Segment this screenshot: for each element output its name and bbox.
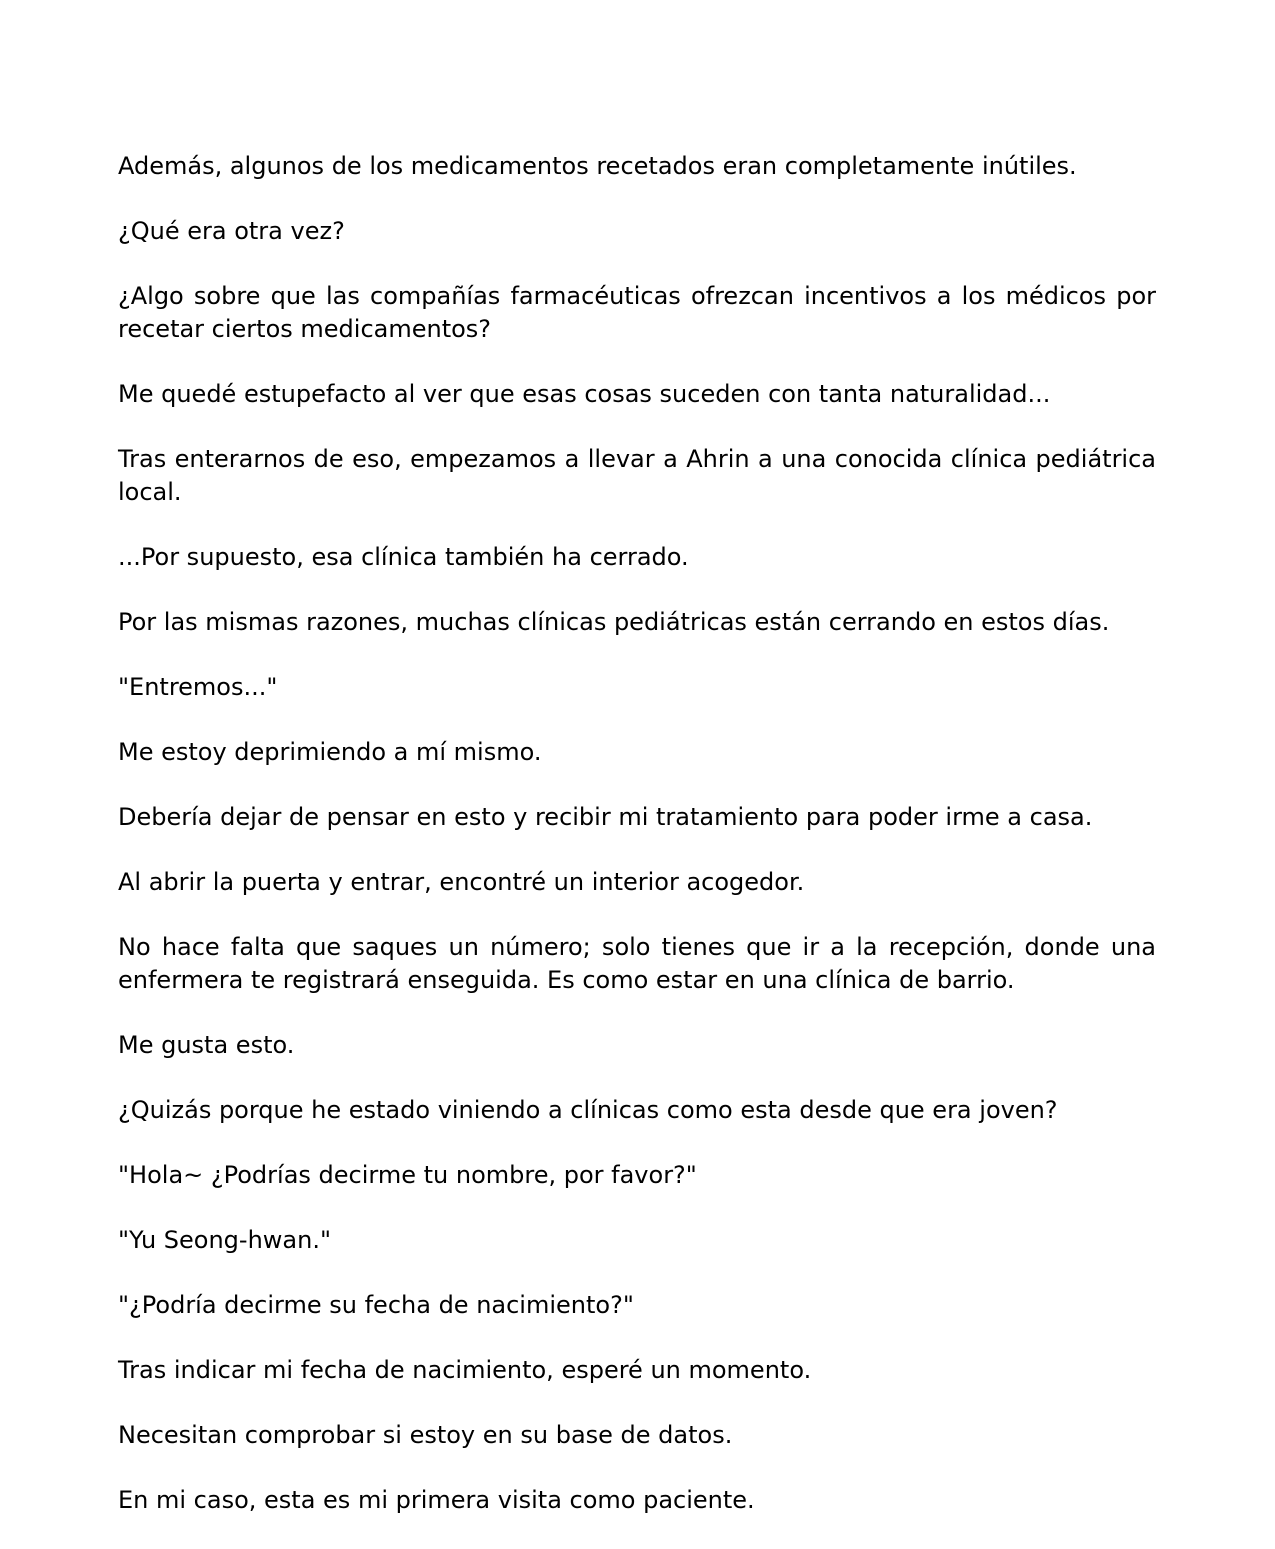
paragraph: Por las mismas razones, muchas clínicas pediátricas están cerrando en estos días.: [118, 608, 1110, 636]
paragraph: Me quedé estupefacto al ver que esas cosas suceden con tanta naturalidad...: [118, 380, 1051, 408]
paragraph: No hace falta que saques un número; solo tienes que ir a la recepción, donde una enfermera te registrará enseguida. Es como estar en una clínica de barrio.: [118, 933, 1156, 994]
paragraph: ...Por supuesto, esa clínica también ha cerrado.: [118, 543, 689, 571]
paragraph: "¿Podría decirme su fecha de nacimiento?": [118, 1291, 634, 1319]
paragraph: ¿Quizás porque he estado viniendo a clínicas como esta desde que era joven?: [118, 1096, 1058, 1124]
paragraph: "Hola~ ¿Podrías decirme tu nombre, por favor?": [118, 1161, 697, 1189]
paragraph: Además, algunos de los medicamentos recetados eran completamente inútiles.: [118, 152, 1077, 180]
paragraph: Tras enterarnos de eso, empezamos a llevar a Ahrin a una conocida clínica pediátrica local.: [118, 445, 1156, 506]
paragraph: "Yu Seong-hwan.": [118, 1226, 331, 1254]
paragraph: Me gusta esto.: [118, 1031, 295, 1059]
paragraph: Al abrir la puerta y entrar, encontré un interior acogedor.: [118, 868, 805, 896]
document-page: [118, 150, 1156, 1549]
paragraph: "Entremos...": [118, 673, 278, 701]
paragraph: Debería dejar de pensar en esto y recibir mi tratamiento para poder irme a casa.: [118, 803, 1093, 831]
paragraph: Necesitan comprobar si estoy en su base de datos.: [118, 1421, 733, 1449]
paragraph: ¿Qué era otra vez?: [118, 217, 345, 245]
paragraph: Tras indicar mi fecha de nacimiento, esperé un momento.: [118, 1356, 812, 1384]
paragraph: En mi caso, esta es mi primera visita como paciente.: [118, 1486, 755, 1514]
paragraph: ¿Algo sobre que las compañías farmacéuticas ofrezcan incentivos a los médicos por recetar ciertos medicamentos?: [118, 282, 1156, 343]
paragraph: Me estoy deprimiendo a mí mismo.: [118, 738, 542, 766]
